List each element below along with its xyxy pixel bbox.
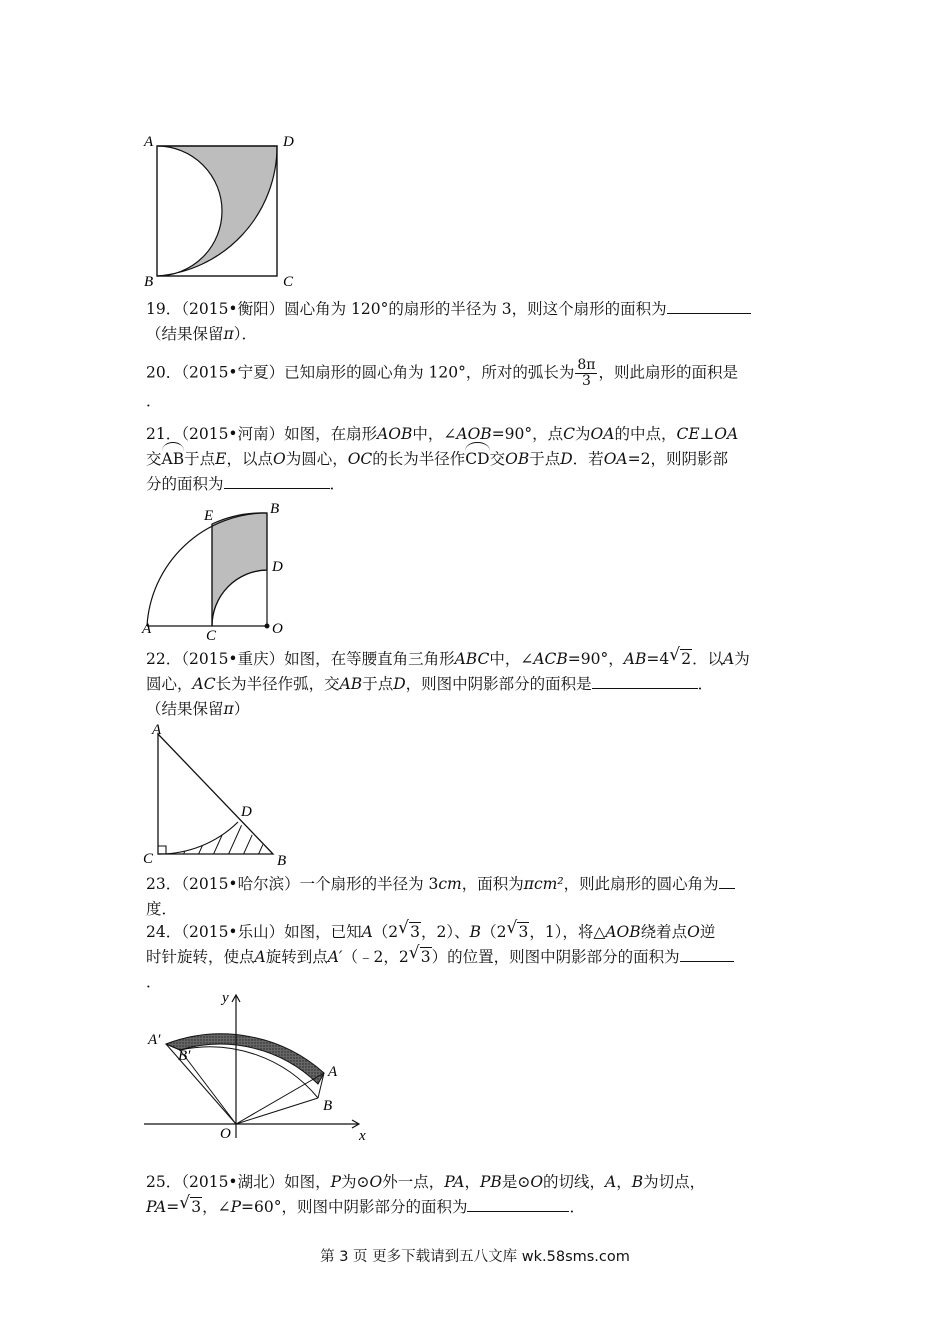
line-oa: [236, 1073, 324, 1124]
label-o: O: [272, 621, 283, 637]
right-angle-mark: [158, 846, 166, 854]
arc-ab: AB: [162, 447, 185, 472]
label-a: A: [152, 722, 162, 738]
question-24: 24．（2015•乐山）如图，已知A（2 √ 3，2）、B（2 √ 3，1），将△AOB绕着点O逆 时针旋转，使点A旋转到点A′（﹣2，2 √ 3）的位置，则图中阴影部分的面积为 ．: [146, 920, 806, 995]
label-b: B: [144, 274, 154, 290]
label-b: B: [270, 501, 280, 517]
label-c: C: [206, 628, 217, 644]
figure-q24: [140, 988, 375, 1146]
question-23: 23．（2015•哈尔滨）一个扇形的半径为 3cm，面积为πcm²，则此扇形的圆心角为 度．: [146, 872, 806, 922]
label-y: y: [222, 990, 229, 1006]
shaded-crescent: [157, 146, 277, 276]
label-b: B: [277, 853, 287, 869]
question-25: 25．（2015•湖北）如图，P为⊙O外一点，PA，PB是⊙O的切线，A，B为切点， PA= √ 3，∠P=60°，则图中阴影部分的面积为 ．: [146, 1173, 706, 1216]
label-d: D: [241, 804, 252, 820]
line-ob: [236, 1098, 318, 1124]
line-oa-prime: [166, 1044, 236, 1124]
question-19: 19．（2015•衡阳）圆心角为 120°的扇形的半径为 3，则这个扇形的面积为 （结果保留π）．: [146, 297, 806, 347]
label-o: O: [220, 1126, 231, 1142]
arc-cd: CD: [465, 447, 489, 472]
label-a: A: [144, 134, 154, 150]
label-d: D: [272, 559, 283, 575]
label-a: A: [328, 1064, 338, 1080]
figure-q22: [140, 722, 295, 870]
shaded-region: [212, 513, 267, 626]
question-20: 20．（2015•宁夏）已知扇形的圆心角为 120°，所对的弧长为 $\frac{8\pi}{3}$ ，则此扇形的面积是 ．: [146, 357, 738, 410]
fraction-8pi-3: $\frac{8\pi}{3}$: [577, 357, 596, 389]
label-c: C: [283, 274, 294, 290]
question-21: 21．（2015•河南）如图，在扇形AOB中，∠AOB=90°，点C为OA的中点，CE⊥OA 交AB于点E，以点O为圆心，OC的长为半径作CD交OB于点D．若OA=2，则阴影部 分的面积为 ．: [146, 425, 739, 493]
label-x: x: [359, 1128, 366, 1144]
question-22: 22．（2015•重庆）如图，在等腰直角三角形ABC中，∠ACB=90°，AB=4 √ 2．以A为 圆心，AC长为半径作弧，交AB于点D，则图中阴影部分的面积是 ． （结果保留π）: [146, 645, 750, 718]
label-d: D: [283, 134, 294, 150]
figure-q21: [138, 500, 298, 645]
point-o: [265, 624, 270, 629]
label-b: B: [323, 1098, 333, 1114]
label-a: A: [142, 621, 152, 637]
label-c: C: [143, 851, 154, 867]
label-b-prime: B′: [178, 1048, 191, 1064]
label-e: E: [204, 508, 214, 524]
label-a-prime: A′: [148, 1032, 161, 1048]
page-footer: 第 3 页 更多下载请到五八文库 wk.58sms.com: [320, 1249, 630, 1265]
figure-q18: [140, 128, 310, 293]
triangle-abc: [158, 734, 273, 854]
sqrt-2: √ 2: [669, 645, 692, 668]
arc-cd-curve: [158, 822, 238, 854]
